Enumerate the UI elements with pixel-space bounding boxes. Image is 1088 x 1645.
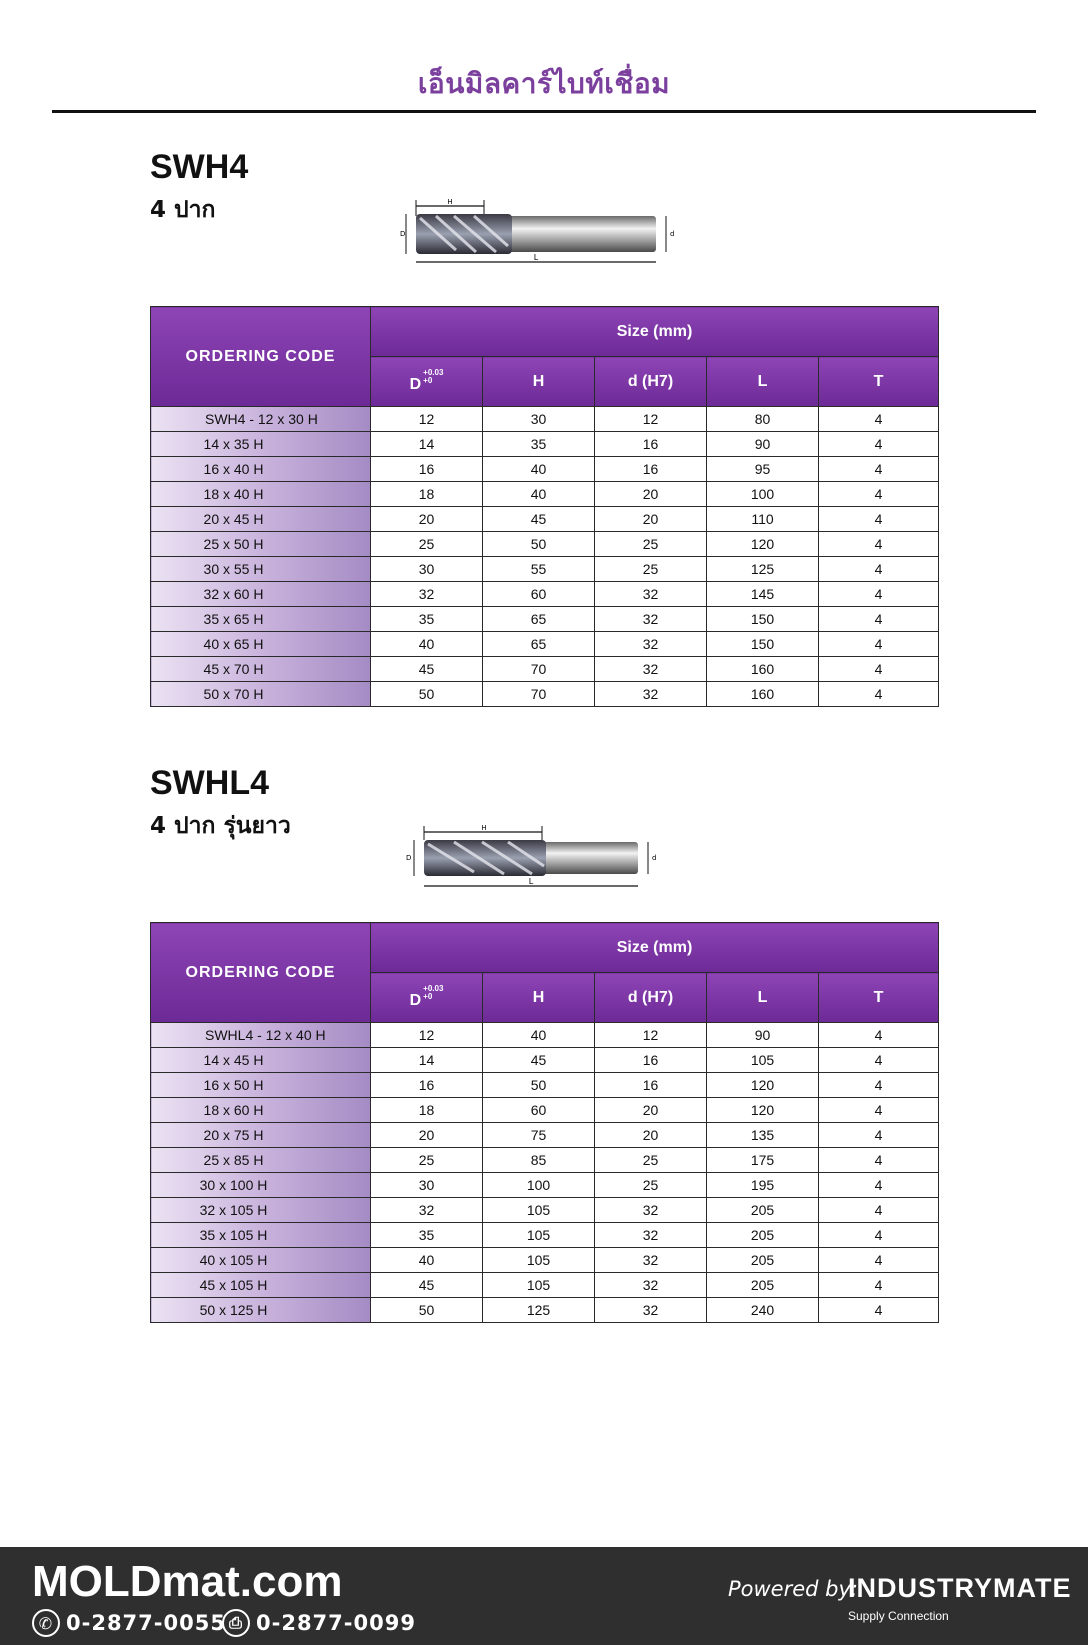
cell-h: 85 [483, 1148, 595, 1173]
brand-logo[interactable]: MOLDmat.com [32, 1557, 343, 1606]
table-row [151, 1148, 939, 1173]
size-header-2: Size (mm) [371, 923, 939, 973]
cell-l: 135 [707, 1123, 819, 1148]
cell-t: 4 [819, 457, 939, 482]
cell-h: 45 [483, 507, 595, 532]
table-row [151, 1098, 939, 1123]
cell-h: 70 [483, 682, 595, 707]
drawing-label-d-outer: D [400, 230, 406, 238]
end-mill-drawing-swhl4 [404, 822, 684, 896]
cell-l: 145 [707, 582, 819, 607]
cell-d-shank: 20 [595, 507, 707, 532]
cell-d-outer: 12 [371, 1023, 483, 1048]
cell-d-shank: 12 [595, 1023, 707, 1048]
cell-t: 4 [819, 657, 939, 682]
ordering-code-cell: 45 x 105 H [151, 1273, 371, 1298]
cell-h: 35 [483, 432, 595, 457]
drawing-label-l-2: L [528, 877, 534, 886]
table-row [151, 1048, 939, 1073]
table-row [151, 1123, 939, 1148]
page-title: เอ็นมิลคาร์ไบท์เชื่อม [417, 67, 671, 100]
cell-d-shank: 32 [595, 582, 707, 607]
ordering-code-header-2: ORDERING CODE [151, 923, 371, 1023]
cell-d-shank: 32 [595, 607, 707, 632]
title-divider [52, 110, 1036, 113]
cell-d-shank: 16 [595, 1073, 707, 1098]
col-header-d-outer-2: $D^{+0.03 +0}$ [371, 973, 483, 1023]
cell-t: 4 [819, 632, 939, 657]
cell-l: 105 [707, 1048, 819, 1073]
drawing-label-d-outer-2: D [406, 854, 412, 862]
cell-d-shank: 32 [595, 1248, 707, 1273]
cell-l: 195 [707, 1173, 819, 1198]
table-row [151, 457, 939, 482]
cell-d-shank: 16 [595, 1048, 707, 1073]
cell-d-outer: 40 [371, 1248, 483, 1273]
cell-d-outer: 18 [371, 1098, 483, 1123]
cell-d-outer: 16 [371, 1073, 483, 1098]
cell-d-shank: 25 [595, 557, 707, 582]
cell-l: 160 [707, 657, 819, 682]
cell-t: 4 [819, 1273, 939, 1298]
product-subtitle-swh4: 4 ปาก [150, 197, 216, 223]
fax-contact[interactable] [222, 1609, 416, 1637]
cell-d-outer: 50 [371, 1298, 483, 1323]
cell-d-outer: 30 [371, 1173, 483, 1198]
table-row [151, 1073, 939, 1098]
cell-h: 100 [483, 1173, 595, 1198]
cell-h: 65 [483, 607, 595, 632]
drawing-label-h-2: H [481, 824, 487, 832]
cell-t: 4 [819, 1173, 939, 1198]
cell-t: 4 [819, 482, 939, 507]
cell-d-outer: 14 [371, 432, 483, 457]
cell-h: 105 [483, 1198, 595, 1223]
cell-d-shank: 32 [595, 1198, 707, 1223]
cell-t: 4 [819, 1123, 939, 1148]
cell-l: 160 [707, 682, 819, 707]
cell-d-shank: 32 [595, 657, 707, 682]
table-row [151, 1223, 939, 1248]
table-row [151, 632, 939, 657]
ordering-code-cell: 40 x 105 H [151, 1248, 371, 1273]
cell-h: 40 [483, 457, 595, 482]
cell-l: 205 [707, 1198, 819, 1223]
cell-d-outer: 14 [371, 1048, 483, 1073]
table-row [151, 1273, 939, 1298]
cell-h: 30 [483, 407, 595, 432]
ordering-code-cell: 25 x 50 H [151, 532, 371, 557]
table-row [151, 1023, 939, 1048]
cell-h: 105 [483, 1273, 595, 1298]
spec-table-body-swhl4 [151, 1023, 939, 1323]
ordering-code-cell: 40 x 65 H [151, 632, 371, 657]
table-row [151, 557, 939, 582]
table-row [151, 1248, 939, 1273]
ordering-code-cell: 35 x 105 H [151, 1223, 371, 1248]
cell-d-shank: 32 [595, 1223, 707, 1248]
cell-d-shank: 32 [595, 1298, 707, 1323]
col-header-h-2: H [483, 973, 595, 1023]
phone-contact[interactable] [32, 1609, 226, 1637]
col-header-h: H [483, 357, 595, 407]
cell-d-shank: 16 [595, 457, 707, 482]
cell-h: 45 [483, 1048, 595, 1073]
cell-l: 120 [707, 1098, 819, 1123]
col-header-t-2: T [819, 973, 939, 1023]
col-header-t: T [819, 357, 939, 407]
cell-l: 80 [707, 407, 819, 432]
cell-t: 4 [819, 1098, 939, 1123]
cell-h: 105 [483, 1223, 595, 1248]
ordering-code-cell: 30 x 55 H [151, 557, 371, 582]
cell-t: 4 [819, 582, 939, 607]
cell-l: 100 [707, 482, 819, 507]
size-header: Size (mm) [371, 307, 939, 357]
footer-bar [0, 1547, 1088, 1645]
cell-d-outer: 35 [371, 607, 483, 632]
cell-t: 4 [819, 1298, 939, 1323]
ordering-code-cell: 50 x 125 H [151, 1298, 371, 1323]
ordering-code-cell: 14 x 45 H [151, 1048, 371, 1073]
cell-d-outer: 25 [371, 532, 483, 557]
ordering-code-cell: 18 x 60 H [151, 1098, 371, 1123]
table-row [151, 657, 939, 682]
fax-number: 0-2877-0099 [256, 1611, 416, 1635]
cell-d-shank: 32 [595, 1273, 707, 1298]
partner-logo[interactable]: INDUSTRYMATE [848, 1573, 1072, 1603]
ordering-code-cell: 32 x 60 H [151, 582, 371, 607]
cell-d-outer: 50 [371, 682, 483, 707]
cell-t: 4 [819, 432, 939, 457]
cell-d-outer: 25 [371, 1148, 483, 1173]
ordering-code-cell: 25 x 85 H [151, 1148, 371, 1173]
cell-d-outer: 45 [371, 1273, 483, 1298]
cell-l: 150 [707, 632, 819, 657]
col-header-l-2: L [707, 973, 819, 1023]
end-mill-drawing-swh4 [396, 196, 696, 274]
ordering-code-cell: 35 x 65 H [151, 607, 371, 632]
cell-l: 150 [707, 607, 819, 632]
cell-d-shank: 12 [595, 407, 707, 432]
cell-h: 70 [483, 657, 595, 682]
cell-t: 4 [819, 407, 939, 432]
cell-d-outer: 40 [371, 632, 483, 657]
phone-icon: ✆ [32, 1609, 60, 1637]
cell-t: 4 [819, 1048, 939, 1073]
cell-h: 40 [483, 1023, 595, 1048]
cell-t: 4 [819, 532, 939, 557]
cell-d-shank: 25 [595, 1148, 707, 1173]
ordering-code-cell: SWH4 - 12 x 30 H [151, 407, 371, 432]
cell-d-shank: 25 [595, 1173, 707, 1198]
cell-d-outer: 32 [371, 1198, 483, 1223]
spec-table-body-swh4 [151, 407, 939, 707]
ordering-code-cell: SWHL4 - 12 x 40 H [151, 1023, 371, 1048]
drawing-label-d-shank-2: d [652, 854, 657, 862]
cell-d-outer: 35 [371, 1223, 483, 1248]
cell-l: 125 [707, 557, 819, 582]
ordering-code-cell: 16 x 50 H [151, 1073, 371, 1098]
cell-d-outer: 18 [371, 482, 483, 507]
table-row [151, 407, 939, 432]
cell-d-shank: 32 [595, 632, 707, 657]
cell-l: 205 [707, 1223, 819, 1248]
cell-h: 55 [483, 557, 595, 582]
table-row [151, 582, 939, 607]
cell-l: 205 [707, 1273, 819, 1298]
cell-d-outer: 16 [371, 457, 483, 482]
powered-by-label: Powered by: [728, 1577, 858, 1601]
table-row [151, 507, 939, 532]
cell-t: 4 [819, 1223, 939, 1248]
cell-t: 4 [819, 607, 939, 632]
col-header-l: L [707, 357, 819, 407]
cell-l: 95 [707, 457, 819, 482]
cell-h: 60 [483, 582, 595, 607]
ordering-code-cell: 14 x 35 H [151, 432, 371, 457]
partner-tagline: Supply Connection [848, 1609, 949, 1623]
cell-d-outer: 20 [371, 1123, 483, 1148]
cell-h: 50 [483, 532, 595, 557]
table-row [151, 1173, 939, 1198]
cell-d-outer: 32 [371, 582, 483, 607]
cell-d-shank: 20 [595, 1123, 707, 1148]
spec-table-swh4 [150, 306, 939, 707]
cell-h: 60 [483, 1098, 595, 1123]
cell-h: 105 [483, 1248, 595, 1273]
cell-t: 4 [819, 1023, 939, 1048]
col-header-d-outer: $D^{+0.03 +0}$ [371, 357, 483, 407]
cell-h: 75 [483, 1123, 595, 1148]
drawing-label-h: H [447, 198, 453, 206]
table-row [151, 682, 939, 707]
ordering-code-cell: 32 x 105 H [151, 1198, 371, 1223]
ordering-code-header: ORDERING CODE [151, 307, 371, 407]
cell-t: 4 [819, 557, 939, 582]
table-row [151, 607, 939, 632]
cell-d-shank: 20 [595, 1098, 707, 1123]
ordering-code-cell: 20 x 45 H [151, 507, 371, 532]
cell-t: 4 [819, 1073, 939, 1098]
cell-h: 40 [483, 482, 595, 507]
cell-t: 4 [819, 682, 939, 707]
cell-l: 205 [707, 1248, 819, 1273]
cell-h: 50 [483, 1073, 595, 1098]
table-row [151, 1298, 939, 1323]
cell-l: 120 [707, 1073, 819, 1098]
cell-l: 120 [707, 532, 819, 557]
product-name-swh4: SWH4 [150, 148, 249, 186]
product-subtitle-swhl4: 4 ปาก รุ่นยาว [150, 813, 291, 839]
table-row [151, 532, 939, 557]
cell-t: 4 [819, 507, 939, 532]
cell-l: 175 [707, 1148, 819, 1173]
ordering-code-cell: 16 x 40 H [151, 457, 371, 482]
cell-t: 4 [819, 1198, 939, 1223]
cell-t: 4 [819, 1148, 939, 1173]
cell-t: 4 [819, 1248, 939, 1273]
ordering-code-cell: 30 x 100 H [151, 1173, 371, 1198]
cell-l: 110 [707, 507, 819, 532]
col-header-d-shank: d (H7) [595, 357, 707, 407]
cell-l: 90 [707, 1023, 819, 1048]
cell-d-outer: 20 [371, 507, 483, 532]
cell-d-shank: 32 [595, 682, 707, 707]
phone-number: 0-2877-0055 [66, 1611, 226, 1635]
cell-d-outer: 30 [371, 557, 483, 582]
table-row [151, 1198, 939, 1223]
cell-d-shank: 16 [595, 432, 707, 457]
fax-icon: ⎙ [222, 1609, 250, 1637]
ordering-code-cell: 50 x 70 H [151, 682, 371, 707]
col-header-d-shank-2: d (H7) [595, 973, 707, 1023]
product-name-swhl4: SWHL4 [150, 764, 269, 802]
ordering-code-cell: 45 x 70 H [151, 657, 371, 682]
spec-table-swhl4 [150, 922, 939, 1323]
cell-d-outer: 45 [371, 657, 483, 682]
table-row [151, 482, 939, 507]
cell-h: 65 [483, 632, 595, 657]
cell-l: 240 [707, 1298, 819, 1323]
cell-h: 125 [483, 1298, 595, 1323]
cell-d-shank: 25 [595, 532, 707, 557]
table-row [151, 432, 939, 457]
cell-d-shank: 20 [595, 482, 707, 507]
ordering-code-cell: 20 x 75 H [151, 1123, 371, 1148]
cell-l: 90 [707, 432, 819, 457]
ordering-code-cell: 18 x 40 H [151, 482, 371, 507]
cell-d-outer: 12 [371, 407, 483, 432]
drawing-label-l: L [533, 253, 539, 262]
drawing-label-d-shank: d [670, 230, 675, 238]
